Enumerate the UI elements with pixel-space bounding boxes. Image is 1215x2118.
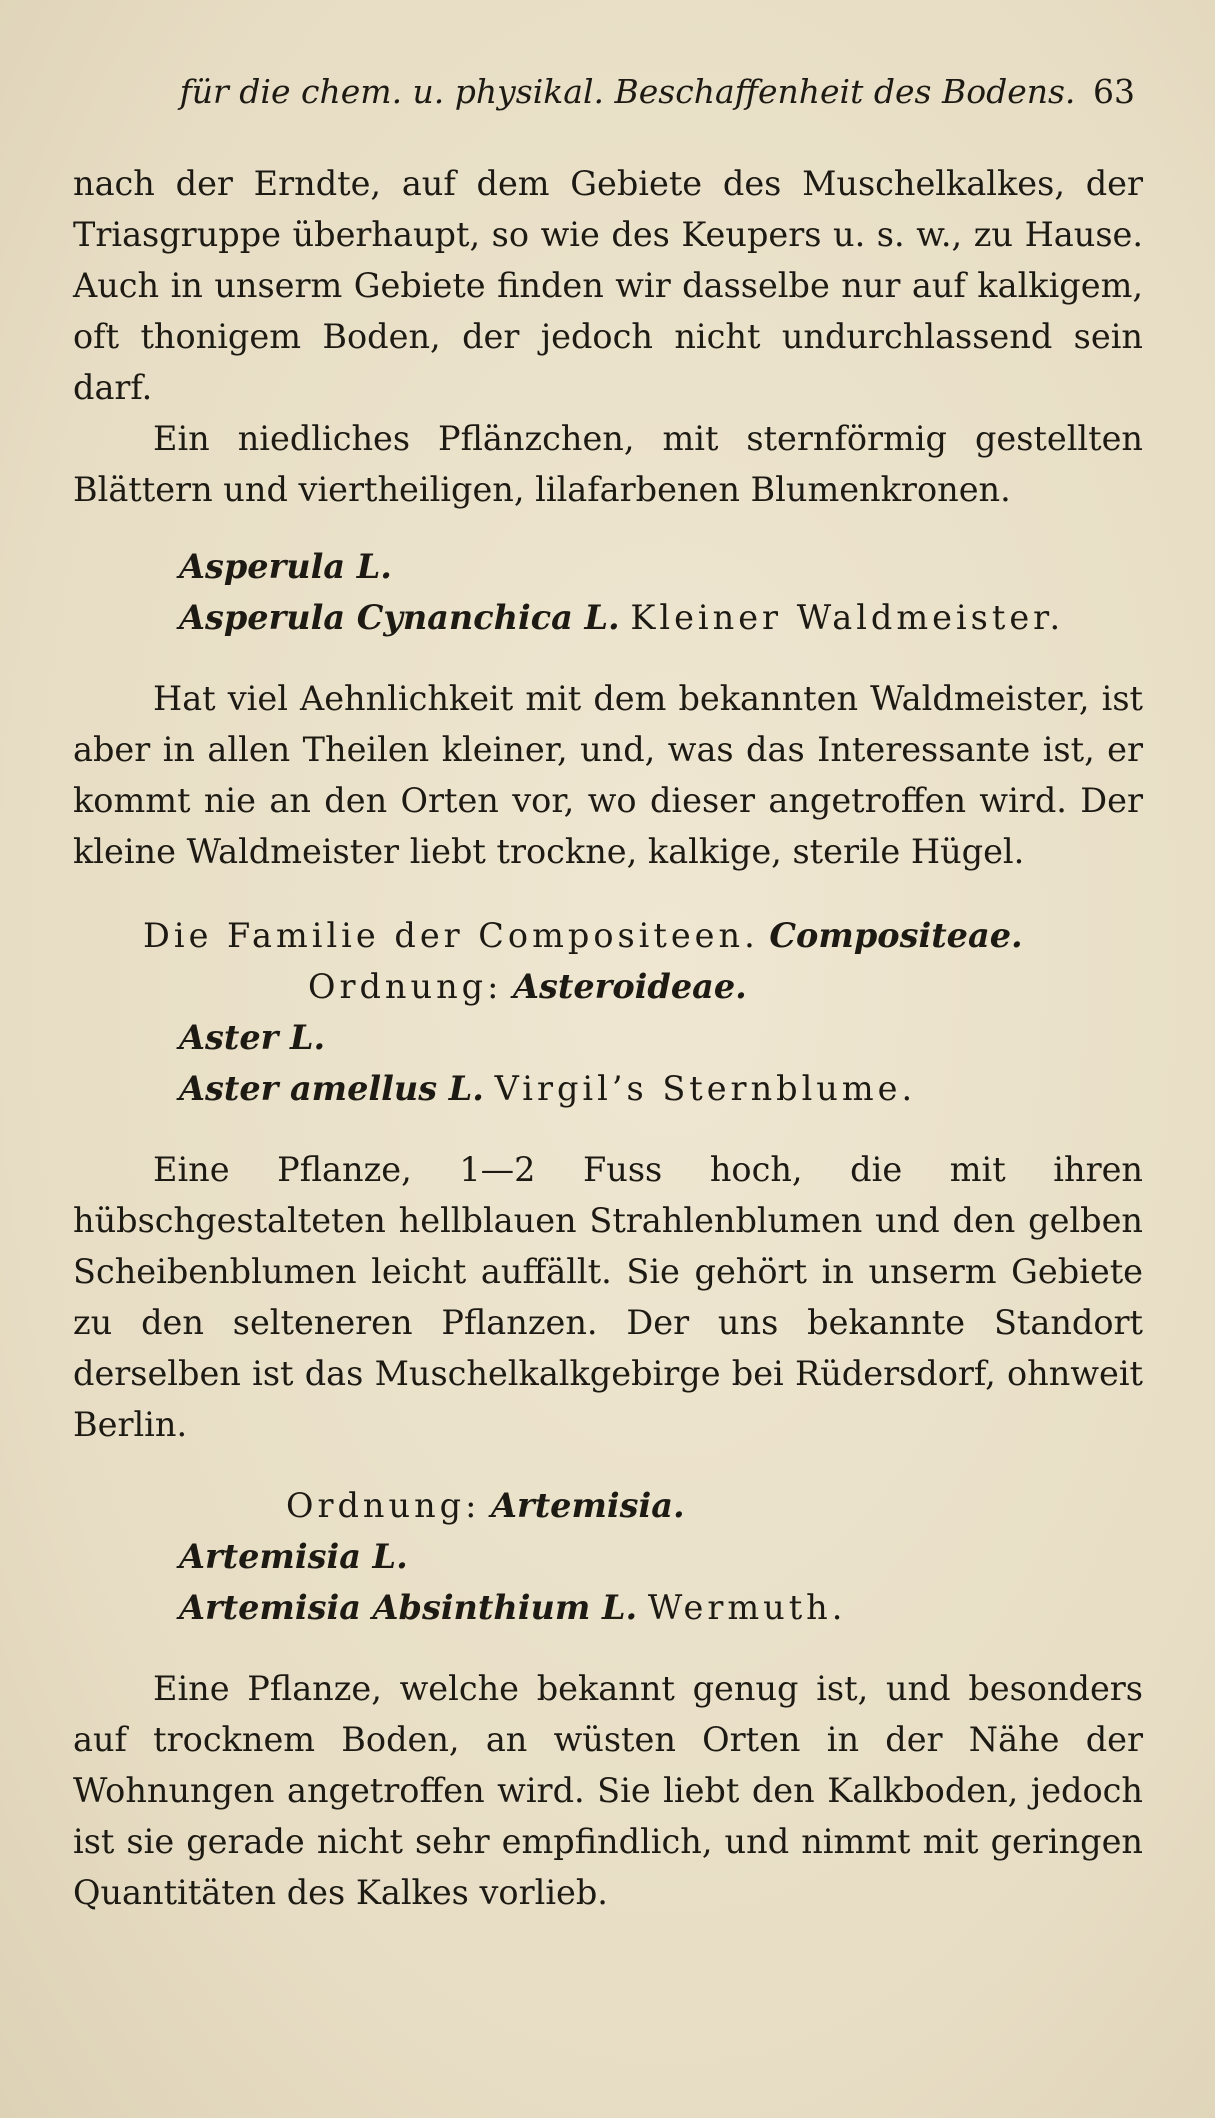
paragraph-5: Eine Pflanze, welche bekannt genug ist, und besonders auf trocknem Boden, an wüsten Orten in der Nähe der Wohnungen angetroffen wird. Sie liebt den Kalkboden, jedoch ist sie gerade nicht sehr empfindlich, und nimmt mit geringen Quantitäten des Kalkes vorlieb.	[73, 1669, 1143, 1912]
order-label: Ordnung:	[286, 1486, 481, 1525]
order-artemisia	[73, 1480, 1143, 1531]
species-aster-amellus	[73, 1063, 1143, 1114]
species-common: Virgil’s Sternblume.	[494, 1069, 917, 1108]
family-latin: Compositeae.	[769, 916, 1023, 955]
species-common: Kleiner Waldmeister.	[630, 598, 1065, 637]
paragraph-3: Hat viel Aehnlichkeit mit dem bekannten Waldmeister, ist aber in allen Theilen kleiner, und, was das Interessante ist, er kommt nie an den Orten vor, wo dieser angetroffen wird. Der kleine Waldmeister liebt trockne, kalkige, sterile Hügel.	[73, 679, 1143, 871]
species-latin: Aster amellus L.	[179, 1069, 484, 1108]
family-heading	[73, 910, 1143, 961]
body-text	[73, 158, 1143, 1918]
genus-artemisia: Artemisia L.	[179, 1537, 408, 1576]
order-label: Ordnung:	[308, 967, 503, 1006]
order-value: Artemisia.	[491, 1486, 685, 1525]
paragraph-1: nach der Erndte, auf dem Gebiete des Muschelkalkes, der Triasgruppe überhaupt, so wie des Keupers u. s. w., zu Hause. Auch in unserm Gebiete finden wir dasselbe nur auf kalkigem, oft thonigem Boden, der jedoch nicht undurchlassend sein darf.	[73, 164, 1143, 407]
running-title: für die chem. u. physikal. Beschaffenheit des Bodens.	[179, 72, 1076, 111]
species-latin: Artemisia Absinthium L.	[179, 1588, 638, 1627]
page-number: 63	[1093, 72, 1135, 111]
species-latin: Asperula Cynanchica L.	[179, 598, 620, 637]
order-asteroideae	[73, 961, 1143, 1012]
page-header	[120, 72, 1135, 111]
paragraph-4: Eine Pflanze, 1—2 Fuss hoch, die mit ihren hübschgestalteten hellblauen Strahlenblumen und den gelben Scheibenblumen leicht auffällt. Sie gehört in unserm Gebiete zu den selteneren Pflanzen. Der uns bekannte Standort derselben ist das Muschelkalkgebirge bei Rüdersdorf, ohnweit Berlin.	[73, 1150, 1143, 1444]
genus-asperula: Asperula L.	[179, 547, 392, 586]
order-value: Asteroideae.	[513, 967, 747, 1006]
species-artemisia-absinthium	[73, 1582, 1143, 1633]
species-common: Wermuth.	[647, 1588, 847, 1627]
paragraph-2: Ein niedliches Pflänzchen, mit sternförmig gestellten Blättern und viertheiligen, lilafarbenen Blumenkronen.	[73, 419, 1143, 509]
genus-aster: Aster L.	[179, 1018, 326, 1057]
species-asperula-cynanchica	[73, 592, 1143, 643]
family-label: Die Familie der Compositeen.	[143, 916, 759, 955]
